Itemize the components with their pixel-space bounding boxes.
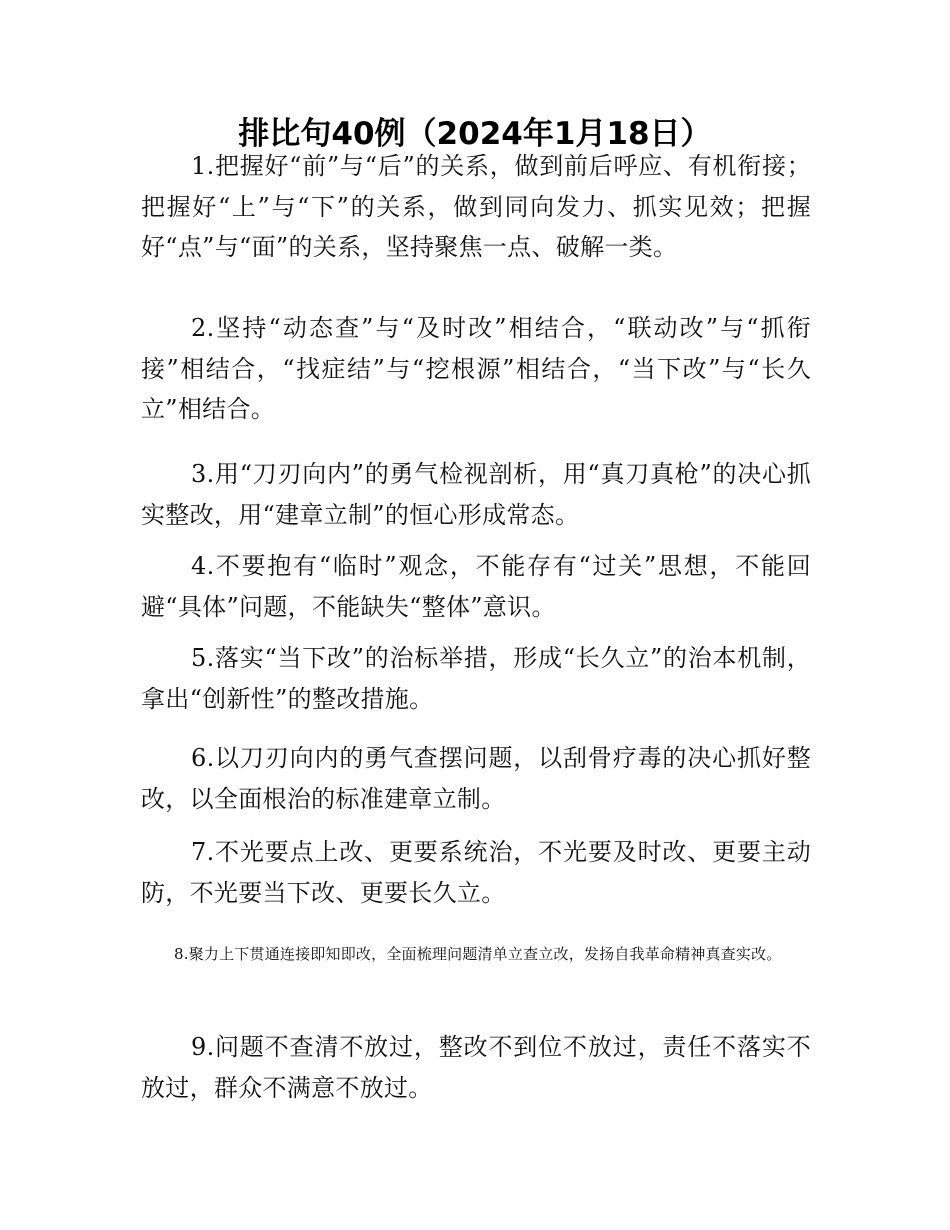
paragraph-8: 8.聚力上下贯通连接即知即改，全面梳理问题清单立查立改，发扬自我革命精神真查实改。 (174, 945, 782, 963)
paragraph-9: 9.问题不查清不放过，整改不到位不放过，责任不落实不放过，群众不满意不放过。 (141, 1033, 811, 1102)
paragraph-2: 2.坚持“动态查”与“及时改”相结合，“联动改”与“抓衔接”相结合，“找症结”与“挖根源”相结合，“当下改”与“长久立”相结合。 (141, 314, 811, 423)
paragraph-7: 7.不光要点上改、更要系统治，不光要及时改、更要主动防，不光要当下改、更要长久立。 (141, 838, 811, 907)
paragraph-5: 5.落实“当下改”的治标举措，形成“长久立”的治本机制，拿出“创新性”的整改措施。 (141, 644, 811, 713)
document-title: 排比句40例（2024年1月18日） (238, 116, 712, 152)
paragraph-1: 1.把握好“前”与“后”的关系，做到前后呼应、有机衔接；把握好“上”与“下”的关系，做到同向发力、抓实见效；把握好“点”与“面”的关系，坚持聚焦一点、破解一类。 (141, 152, 811, 261)
paragraph-6: 6.以刀刃向内的勇气查摆问题，以刮骨疗毒的决心抓好整改，以全面根治的标准建章立制。 (141, 744, 811, 813)
paragraph-3: 3.用“刀刃向内”的勇气检视剖析，用“真刀真枪”的决心抓实整改，用“建章立制”的恒心形成常态。 (141, 460, 811, 529)
paragraph-4: 4.不要抱有“临时”观念，不能存有“过关”思想，不能回避“具体”问题，不能缺失“整体”意识。 (141, 552, 811, 621)
